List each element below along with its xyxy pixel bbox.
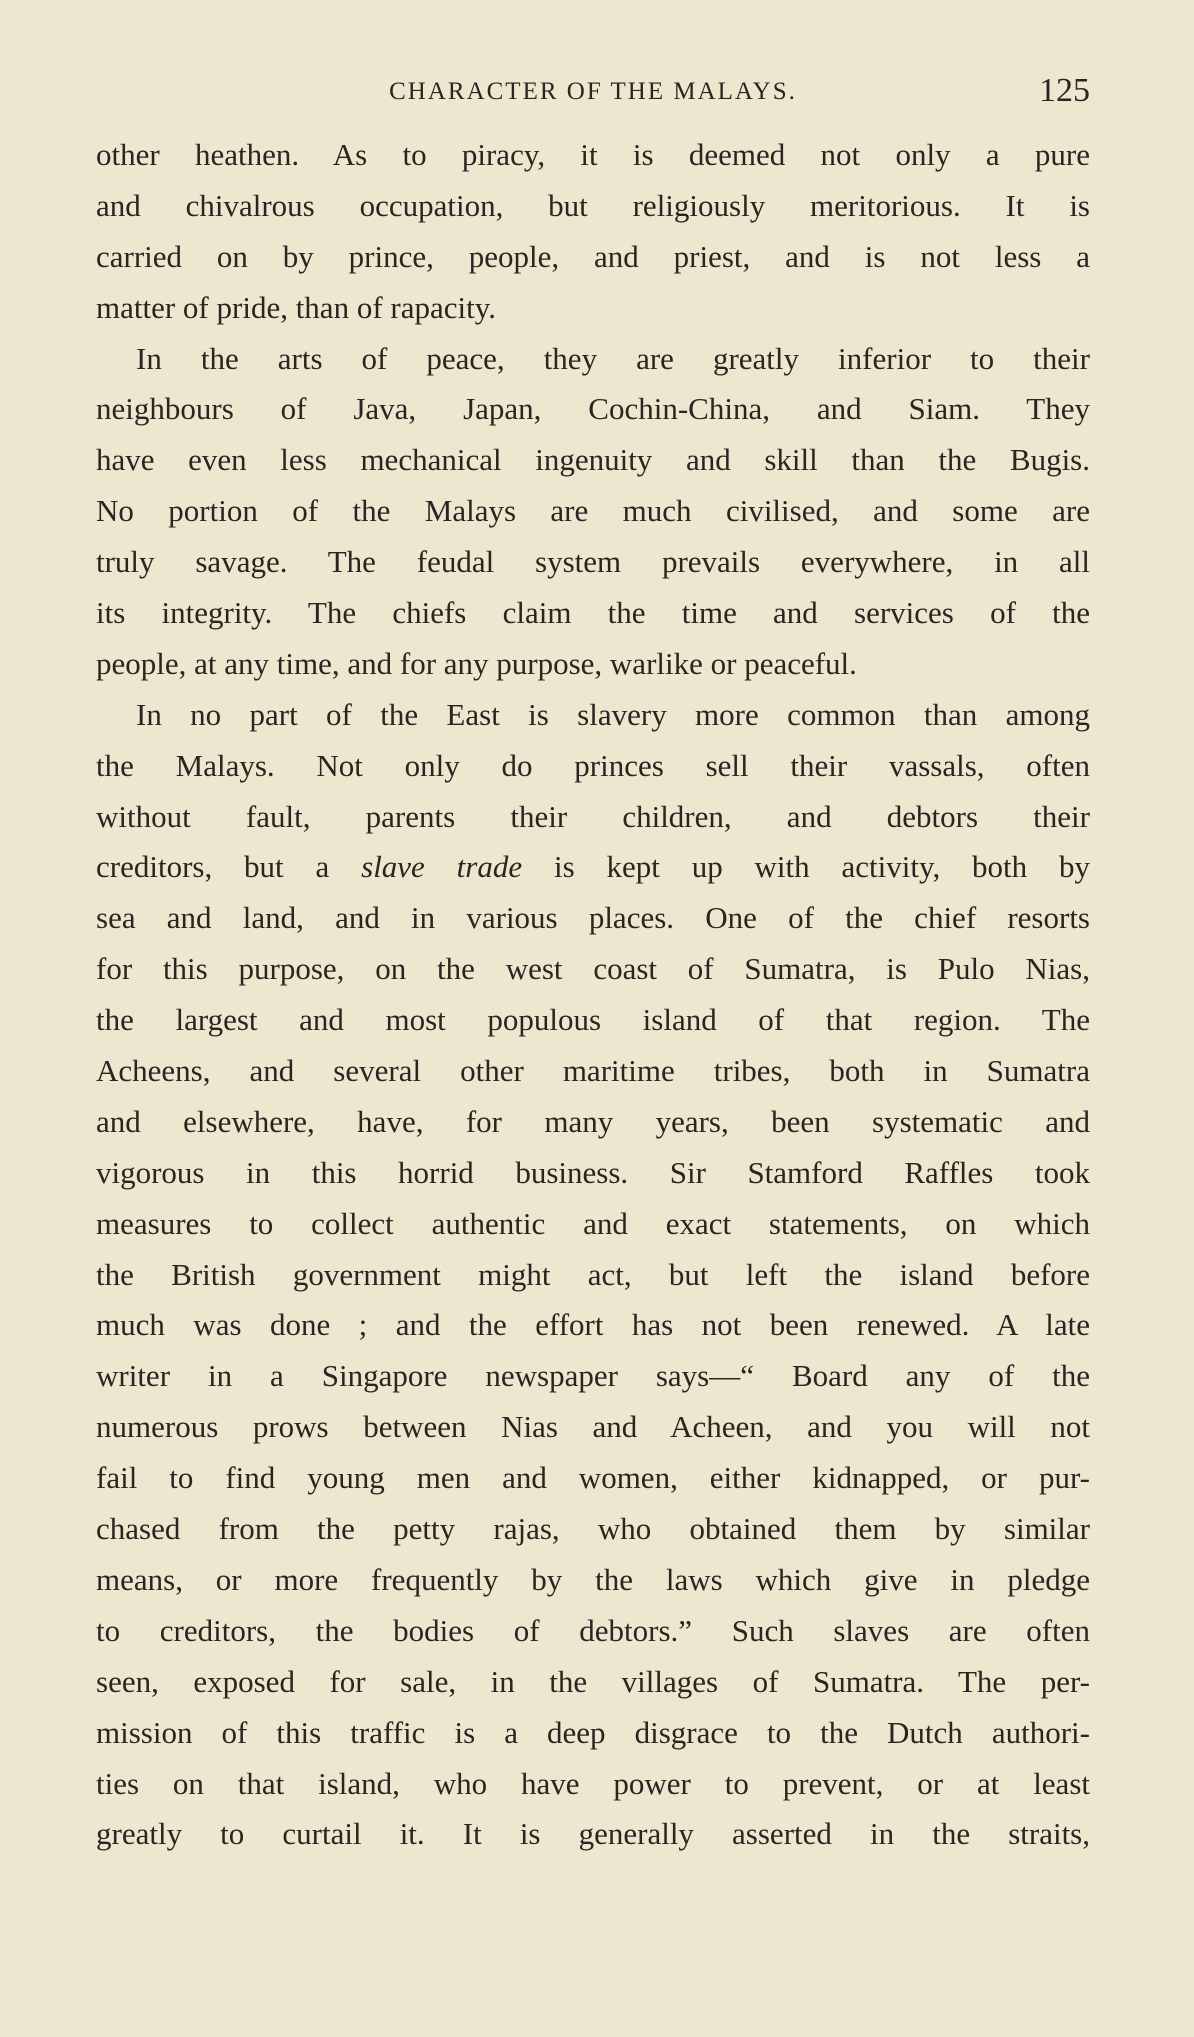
text-line: the largest and most populous island of that region. The bbox=[96, 1002, 1090, 1038]
text-line: to creditors, the bodies of debtors.” Such slaves are often bbox=[96, 1612, 1090, 1648]
text-line: sea and land, and in various places. One of the chief resorts bbox=[96, 900, 1090, 936]
text-line: vigorous in this horrid business. Sir Stamford Raffles took bbox=[96, 1154, 1090, 1190]
text-line: carried on by prince, people, and priest, and is not less a bbox=[96, 238, 1090, 274]
text-line: much was done ; and the effort has not been renewed. A late bbox=[96, 1307, 1090, 1343]
page-header bbox=[96, 72, 1090, 112]
text-line: matter of pride, than of rapacity. bbox=[96, 289, 496, 325]
running-title: CHARACTER OF THE MALAYS. bbox=[389, 78, 797, 105]
italic-phrase: slave trade bbox=[361, 849, 523, 885]
text-line: seen, exposed for sale, in the villages of Sumatra. The per- bbox=[96, 1663, 1090, 1699]
text-line: No portion of the Malays are much civilised, and some are bbox=[96, 493, 1090, 529]
text-line: people, at any time, and for any purpose, warlike or peaceful. bbox=[96, 645, 857, 681]
text-line-with-italic bbox=[96, 842, 1090, 893]
text-line: greatly to curtail it. It is generally asserted in the straits, bbox=[96, 1816, 1090, 1852]
text-line: writer in a Singapore newspaper says—“ Board any of the bbox=[96, 1358, 1090, 1394]
text-line: measures to collect authentic and exact statements, on which bbox=[96, 1205, 1090, 1241]
text-line: neighbours of Java, Japan, Cochin-China, and Siam. They bbox=[96, 391, 1090, 427]
text-line: chased from the petty rajas, who obtained them by similar bbox=[96, 1511, 1090, 1547]
text-line: numerous prows between Nias and Acheen, and you will not bbox=[96, 1409, 1090, 1445]
body-text bbox=[96, 130, 1090, 1860]
text-line: Acheens, and several other maritime tribes, both in Sumatra bbox=[96, 1053, 1090, 1089]
text-line: fail to find young men and women, either kidnapped, or pur- bbox=[96, 1460, 1090, 1496]
text-line: other heathen. As to piracy, it is deemed not only a pure bbox=[96, 137, 1090, 172]
text-line: ties on that island, who have power to prevent, or at least bbox=[96, 1765, 1090, 1801]
text-line: its integrity. The chiefs claim the time and services of the bbox=[96, 595, 1090, 631]
text-line: In the arts of peace, they are greatly inferior to their bbox=[136, 340, 1090, 376]
text-line: have even less mechanical ingenuity and skill than the Bugis. bbox=[96, 442, 1090, 478]
text-line: and elsewhere, have, for many years, been systematic and bbox=[96, 1103, 1090, 1139]
text-line: mission of this traffic is a deep disgrace to the Dutch authori- bbox=[96, 1714, 1090, 1750]
text-line: and chivalrous occupation, but religiously meritorious. It is bbox=[96, 187, 1090, 223]
text-line: the Malays. Not only do princes sell their vassals, often bbox=[96, 747, 1090, 783]
text-line: means, or more frequently by the laws which give in pledge bbox=[96, 1561, 1090, 1597]
text-line: the British government might act, but left the island before bbox=[96, 1256, 1090, 1292]
text-line: without fault, parents their children, and debtors their bbox=[96, 798, 1090, 834]
text-line: for this purpose, on the west coast of Sumatra, is Pulo Nias, bbox=[96, 951, 1090, 987]
text-span: creditors, but a bbox=[96, 849, 362, 885]
text-line: In no part of the East is slavery more common than among bbox=[136, 696, 1090, 732]
page-number: 125 bbox=[1039, 72, 1090, 109]
text-span: is kept up with activity, both by bbox=[522, 849, 1091, 885]
text-line: truly savage. The feudal system prevails everywhere, in all bbox=[96, 544, 1090, 580]
